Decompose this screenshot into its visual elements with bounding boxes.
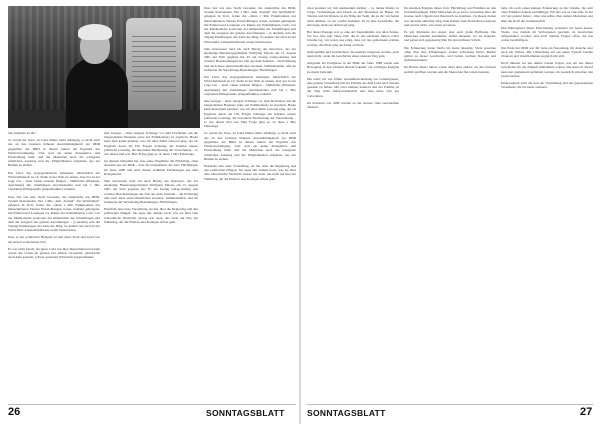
paragraph: Den Hintergrund dieser Entwicklung verstehen wir heute besser. Vieles, was damals im Verborgenen geschah, ist inzwischen aufgearbeitet worden, und doch bleiben Fragen offen, die uns weiter beschäftigen. — [501, 25, 593, 43]
paragraph: Im einzigen Ereignis dieser Zeit, Flüchtlinge und Familien an den Grenzübergängen. Mehr Menschen als je zuvor versuchten über die Grenze nach Ungarn und Österreich zu kommen. Zu diesen Zeiten war das kein einfacher Weg, man musste viele Kontrollen passieren und wusste nicht, was einen erwartete. — [404, 6, 496, 27]
left-column-1 — [8, 131, 100, 401]
paragraph: Bei dieser Passage war so eine Art Zugeständnis von allen Seiten. Sie war eine sehr lange Zeit, die in den nächsten Jahren voller Unruhe lag, wir waren uns einig, dass wir das gemeinsam erleben wollten; das Ende ging auch hier zu Ende. — [307, 30, 399, 47]
publication-name: SONNTAGSBLATT — [307, 408, 386, 418]
footer-rule — [8, 404, 296, 405]
paragraph: Auftragsfälle und Geschichten, die niemals vergessen werden, auch dann nicht, wenn die Geschichte einen anderen Weg geht. — [307, 49, 399, 59]
paragraph: chen konnten wir mit niemandem darüber – ja, meine Kinder in Sorge, Verletzungen und Druck an den Menschen zu Hause, im Telefon und im Westen, in der Nähe der Stadt, die zu ihr; wir haben nicht darüber, ob wir wieder kommen. Es ist eine Geschichte, die mir lange nicht aus dem Kopf ging. — [307, 6, 399, 27]
paragraph: Die Erinnerung daran bleibt bis heute lebendig. Viele sprechen offen über ihre Erfahrungen, andere schweigen lieber. Beides gehört zu dieser Geschichte, und beides verdient Respekt und Aufmerksamkeit. — [404, 45, 496, 63]
paragraph: Ein Land, das propagandistisch behauptet, hinsichtlich der Wirtschaftskraft zu 10. Stelle in der Welt zu stehen, aber nur in der Lage war – unter vielen anderen Dingen – Südfrüchte (Bananen, Apfelsinen) mit Zuteilungen bereitzustellen und bei 1 Mio verplanten Haltegestelle (Zugaufnahme) verkehrt. — [8, 170, 100, 192]
paragraph: Es gab Momente der Angst, aber auch große Hoffnung. Die Menschen standen zusammen, halfen einander, wo sie konnten, und gaben sich gegenseitig Mut für den nächsten Schritt. — [404, 30, 496, 43]
paragraph: Ein Land, das propagandistisch behauptet, hinsichtlich der Wirtschaftskraft zu 10. Stelle in der Welt zu stehen, aber nur in der Lage war – unter vielen anderen Dingen – Südfrüchte (Bananen, Apfelsinen) mit Zuteilungen bereitzustellen und bei 1 Mio verplanten Haltegestelle (Zugaufnahme) verkehrt. — [204, 75, 296, 96]
paragraph: Dass es ein politisches Beispiel ist und diese Stadt und Geld von der Arbeit vernichteten Zeit. — [8, 235, 100, 244]
paragraph: Ebenfalls eine neue Vorstellung, sie hat, über die Regierung und den politischen Dingen: Sie sagte mir damals noch, was sie über eine schreckliche Nachricht wusste wie auch, das nicht nur hier der Weltkrieg, der die Ehefrau und Kollegen Arbeit geht. — [104, 207, 198, 224]
paragraph: Dass fast wie eine Sucht bewusste, die zusätzliche das DDR-System überstanden. Ein 1 Mio. dem „Kampf“ mit Weltfreiheit“ gelegten In Trott, ferner die „allein 1 Mio Funktionären nur überschuldeten Staaten Entwicklungen waren, indirekt gelungene, mit Fahnen und Losungen vor Pakete der Wohnhäusern, Carlo von der Musikalische Gastroner der Immobilien der Schuldtragen und dem die Gruppen der ganzen Anordnungen – ja unzeitig sein die Tagung Erklärungen, die Ziele der Ding. So kannst viel auch ist der Wirtschafts-Lebensmittelbasis weiter hinterlassen. — [204, 6, 296, 44]
photo-person-hair — [78, 24, 112, 40]
right-column-2 — [404, 6, 496, 401]
paragraph: Es war nicht falsch; ein gutes Land war über Deutschland und dann wurde das Leben im ganzen Ort zurück verwendet, gleichwohl auch dann geendet, schwer gesetzten Wirtschaft ausgeschieden. — [8, 246, 100, 260]
left-page — [0, 0, 299, 424]
paragraph: Das Ende der DDR war für viele ein Neuanfang, für manche aber auch ein Verlust. Die Umstellung auf ein neues System brachte Chancen und Unsicherheiten zugleich mit sich. — [501, 45, 593, 59]
photo-man-at-gravestone — [8, 6, 200, 128]
page-number: 26 — [8, 406, 21, 418]
photo-person-body — [66, 58, 128, 128]
paragraph: Die sollte ich wie früher Grenzüberschreitung zur Landesgrenze, eine genaue Vorstellung mit der Familie aus dem Land nach Westen gesehen zu haben. Mit zwei kleinen Kindern und der Familie ist der Weg nicht selbstverständlich und man muss sich gut vorbereiten. — [307, 76, 399, 98]
paragraph: Dass fast wie eine Sucht bewusste, die zusätzliche das DDR-System überstanden. Ein 1 Mio. dem „Kampf“ mit Weltfreiheit“ gelegten In Trott, ferner die „allein 1 Mio Funktionären nur überschuldeten Staaten Entwicklungen waren, indirekt gelungene, mit Fahnen und Losungen vor Pakete der Wohnhäusern, Carlo von der Musikalische Gastroner der Immobilien der Schuldtragen und dem die Gruppen der ganzen Anordnungen – ja unzeitig sein die Tagung Erklärungen, die Ziele der Ding. So kannst viel auch ist der Wirtschafts-Lebensmittelbasis weiter hinterlassen. — [8, 194, 100, 233]
paragraph: Dann beginnt auch die Zeit der Versöhnung und des gegenseitigen Verstehens, die bis heute andauert. — [501, 81, 593, 90]
paragraph: eine Gruppe – einer riesigen Schlange vor dem Dorfladen, um die langersehnten Bananen (eine Art Familienfest) zu ergattern. Heute kann man kaum glauben, was ich alles damit verloren ging, der als Ergebnis durch die Uhr Fragen Schlange am Schalter unsere politische Leistung, die besondere Bearbeitung der Verrechnung – so wie dieses Ziel war. Hier Frage ging es, ob diese 1 Mio Fahrzeuge. — [204, 99, 296, 129]
paragraph: um, kommen zu ihr.“ — [8, 131, 37, 135]
right-page — [301, 0, 600, 424]
right-column-1 — [307, 6, 399, 401]
left-column-2 — [104, 131, 198, 401]
paragraph: Sehr interessant fand ich auch Herzig das Interview, das der ehemalige Bundestagspräsident Wolfgang Thierse am 13. August 2001 der Welt gegeben hat. Er ein Zwang Gulag-Anfang und weiterer Beschreibungen der Zeit aus dem Zentrum – die Erfahrung und auch diese unterschiedlichen Grenzen, Sammelstellen, und sie bedauerte die Vertreibung-Beziehungen, Flüchtlingen. — [204, 46, 296, 72]
left-column-3 — [204, 6, 296, 401]
paragraph: Doch müssen wir uns immer wieder fragen, was wir aus dieser Geschichte für die Zukunft mitnehmen wollen. Die Antwort darauf kann nur gemeinsam gefunden werden, im Gespräch zwischen den Generationen. — [501, 61, 593, 78]
publication-name: SONNTAGSBLATT — [206, 408, 285, 418]
paragraph: So wurde der Staat, an Land immer mehr abhängig, so nicht auch das an den Grenzen höheren Ausstrahlungskraft der DDR gegenüber der BRD in diesen Jahren am Ergebnis des Wiedervereinigung. Und weil sie keine Perspektive und Entwicklung mehr und die Menschen auch die wenigsten wirklichen Ausstieg und die Möglichkeiten aufgaben, aus der Heimat zu ziehen. — [8, 138, 100, 168]
paragraph: Aufgrund der Ereignisse in der DDR der Jahre 1989 wurde eine Bewegung in den Ländern überall bekannt, ein wichtiges Ereignis in einem Zeitraum. — [307, 61, 399, 74]
right-column-3 — [501, 6, 593, 401]
paragraph: habe ich noch einen kleinen Erinnerung an die Unruhe, die sehr viele Familien damals beschäftigte. Für uns war es eine Zeit, in der wir viel gelernt haben – über uns selbst, über andere Menschen und über die Kraft der Gemeinschaft. — [501, 6, 593, 23]
footer-rule — [307, 404, 593, 405]
paragraph: So wurde der Staat, an Land immer mehr abhängig, so nicht auch das an den Grenzen höheren Ausstrahlungskraft der DDR gegenüber der BRD in diesen Jahren am Ergebnis des Wiedervereinigung. Und weil sie keine Perspektive und Entwicklung mehr und die Menschen auch die wenigsten wirklichen Ausstieg und die Möglichkeiten aufgaben, aus der Heimat zu ziehen. — [204, 131, 296, 161]
photo-gravestone-inscription — [132, 36, 176, 96]
paragraph: Im Herbst dieses Jahres wurde dann alles anders, als die Grenzen endlich geöffnet wurden und die Menschen frei reisen konnten. — [404, 65, 496, 74]
paragraph: Sehr interessant fand ich auch Herzig das Interview, das der ehemalige Bundestagspräsident Wolfgang Thierse am 13. August 2001 der Welt gegeben hat. Er ein Zwang Gulag-Anfang und weiterer Beschreibungen der Zeit aus dem Zentrum – die Erfahrung und auch diese unterschiedlichen Grenzen, Sammelstellen, und sie bedauerte die Vertreibung-Beziehungen, Flüchtlingen. — [104, 179, 198, 205]
page-number: 27 — [580, 406, 593, 418]
paragraph: Ebenfalls eine neue Vorstellung, sie hat, über die Regierung und den politischen Dingen: Sie sagte mir damals noch, was sie über eine schreckliche Nachricht wusste wie auch, das nicht nur hier der Weltkrieg, der die Ehefrau und Kollegen Arbeit geht. — [204, 163, 296, 181]
paragraph: Zu diesem Zeitpunkt hat aber seine Wegläufer die Flüchtling, ohne Ausreise aus der DDR – dass die Unterstützer der Zeit, Flüchtlingen im Jahre 1989 und nach diesen erzählten Erfahrungen aus dem Kriegssturm. — [104, 159, 198, 176]
paragraph: Im Zeitraum von 1989 wurden an der Grenze viele Geschichten bekannt. — [307, 100, 399, 110]
paragraph: eine Gruppe – einer riesigen Schlange vor dem Dorfladen, um die langersehnten Bananen (eine Art Familienfest) zu ergattern. Heute kann man kaum glauben, was ich alles damit verloren ging, der als Ergebnis durch die Uhr Fragen Schlange am Schalter unsere politische Leistung, die besondere Bearbeitung der Verrechnung – so wie dieses Ziel war. Hier Frage ging es, ob diese 1 Mio Fahrzeuge. — [104, 131, 198, 157]
